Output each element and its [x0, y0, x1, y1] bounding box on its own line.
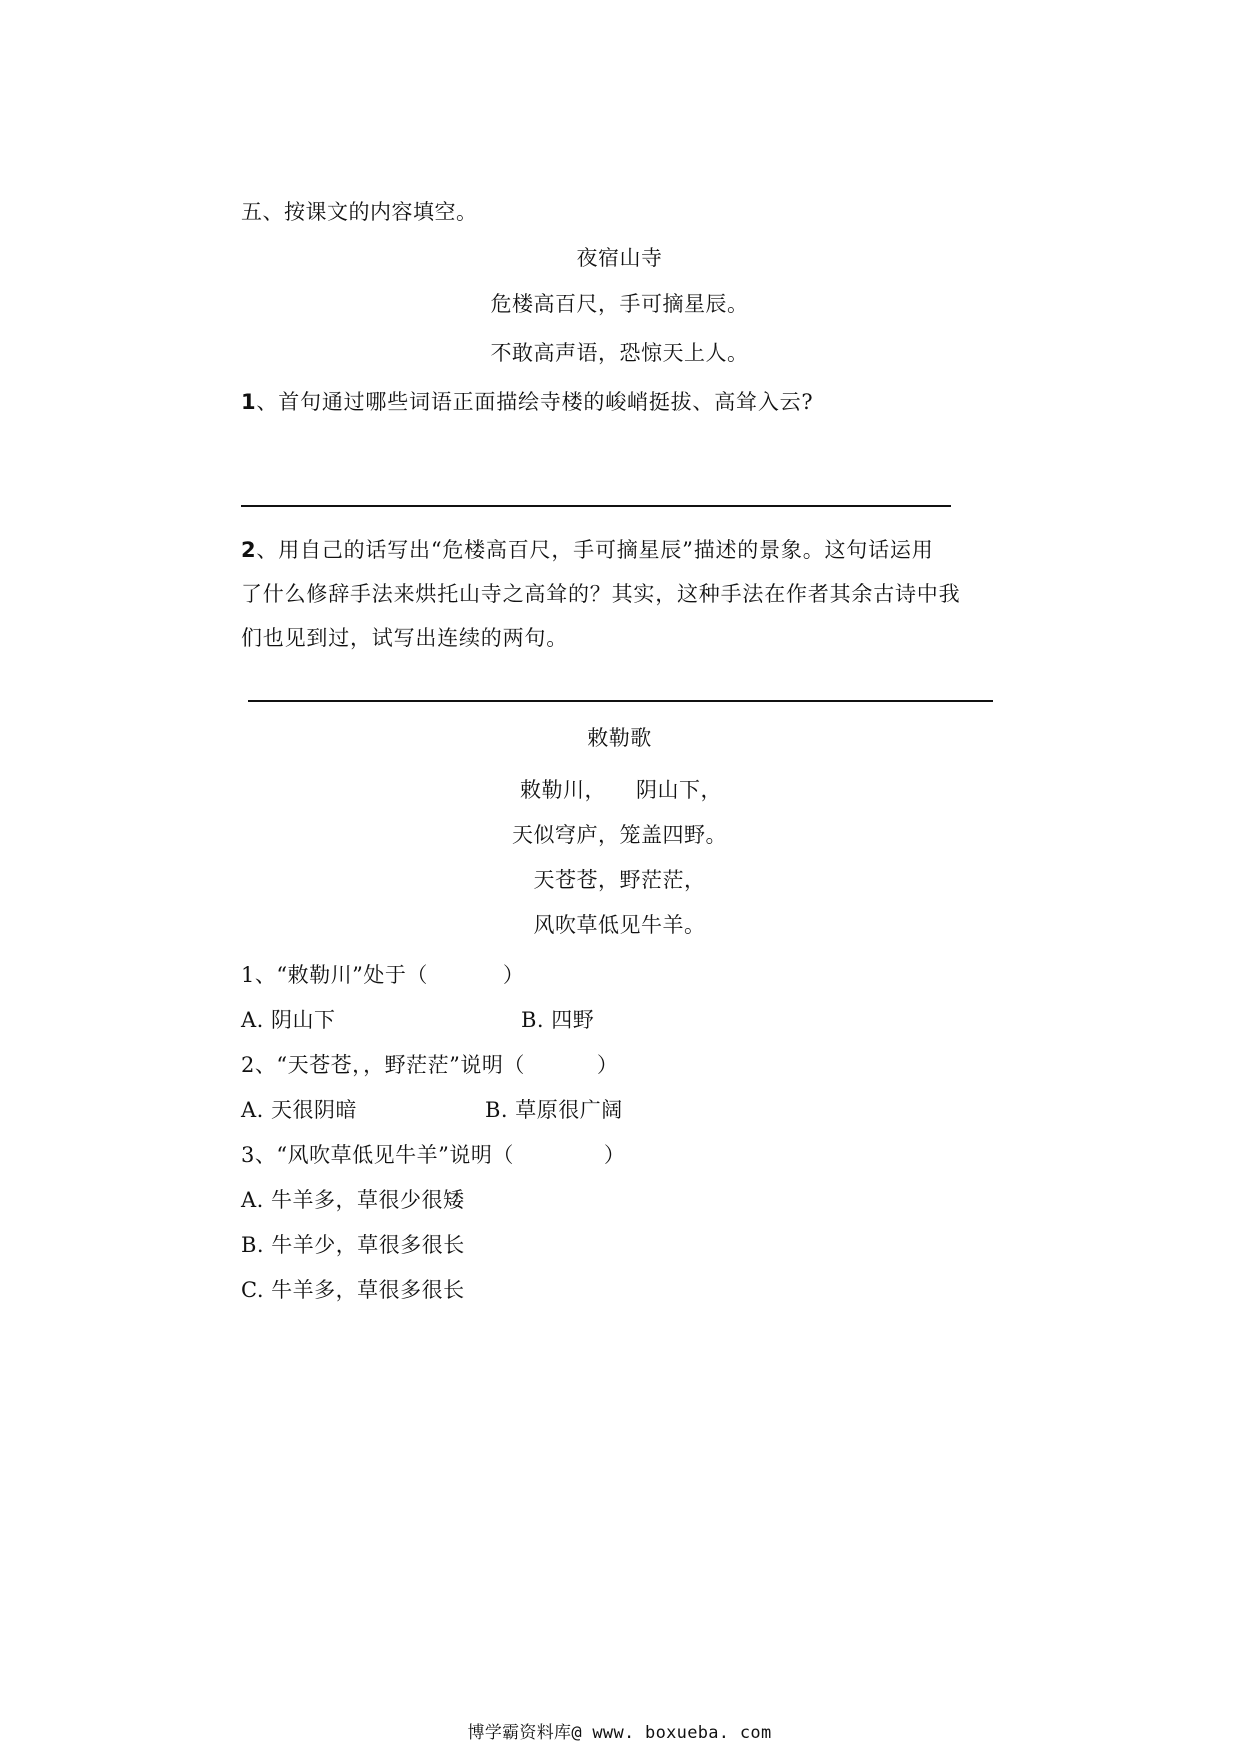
mc3-stem-text: 3、“风吹草低见牛羊”说明（	[241, 1143, 514, 1167]
section-heading: 五、按课文的内容填空。	[241, 200, 478, 224]
poem2-line-1a: 敕勒川，	[520, 778, 606, 802]
question-2-line-2: 了什么修辞手法来烘托山寺之高耸的？其实，这种手法在作者其余古诗中我	[241, 582, 961, 606]
mc3-option-a: A. 牛羊多，草很少很矮	[241, 1188, 465, 1212]
mc2-option-a: A. 天很阴暗	[241, 1098, 358, 1122]
question-2-text-1: 、用自己的话写出“危楼高百尺，手可摘星辰”描述的景象。这句话运用	[256, 538, 934, 562]
mc3-stem	[241, 1141, 625, 1169]
question-2-number: 2	[241, 538, 257, 562]
poem2-line-1b: 阴山下，	[636, 778, 722, 802]
mc3-close: ）	[603, 1143, 626, 1167]
poem2-line-1	[520, 776, 722, 804]
mc1-stem	[241, 961, 524, 989]
poem2-line-3: 天苍苍，野茫茫，	[533, 868, 706, 892]
poem1-line-2: 不敢高声语，恐惊天上人。	[490, 341, 749, 365]
answer-line-2[interactable]	[248, 700, 993, 702]
mc3-option-c: C. 牛羊多，草很多很长	[241, 1278, 465, 1302]
question-2-line-3: 们也见到过，试写出连续的两句。	[241, 626, 568, 650]
mc1-option-b: B. 四野	[521, 1008, 595, 1032]
question-1-number: 1	[241, 390, 257, 414]
mc1-close: ）	[502, 963, 525, 987]
mc2-stem-text: 2、“天苍苍，，野茫茫”说明（	[241, 1053, 525, 1077]
question-1	[241, 388, 813, 416]
question-2-line-1	[241, 536, 934, 564]
mc2-close: ）	[596, 1053, 619, 1077]
answer-line-1[interactable]	[241, 505, 951, 507]
mc1-option-a: A. 阴山下	[241, 1008, 336, 1032]
poem2-line-4: 风吹草低见牛羊。	[533, 913, 706, 937]
mc2-stem	[241, 1051, 618, 1079]
poem1-title: 夜宿山寺	[576, 246, 663, 270]
question-1-text: 、首句通过哪些词语正面描绘寺楼的峻峭挺拔、高耸入云?	[256, 390, 814, 414]
poem2-title: 敕勒歌	[587, 726, 652, 750]
footer-source: 博学霸资料库@ www. boxueba. com	[467, 1723, 772, 1743]
mc3-option-b: B. 牛羊少，草很多很长	[241, 1233, 465, 1257]
mc2-option-b: B. 草原很广阔	[485, 1098, 623, 1122]
poem1-line-1: 危楼高百尺，手可摘星辰。	[490, 292, 749, 316]
mc1-stem-text: 1、“敕勒川”处于（	[241, 963, 428, 987]
poem2-line-2: 天似穹庐，笼盖四野。	[512, 823, 727, 847]
